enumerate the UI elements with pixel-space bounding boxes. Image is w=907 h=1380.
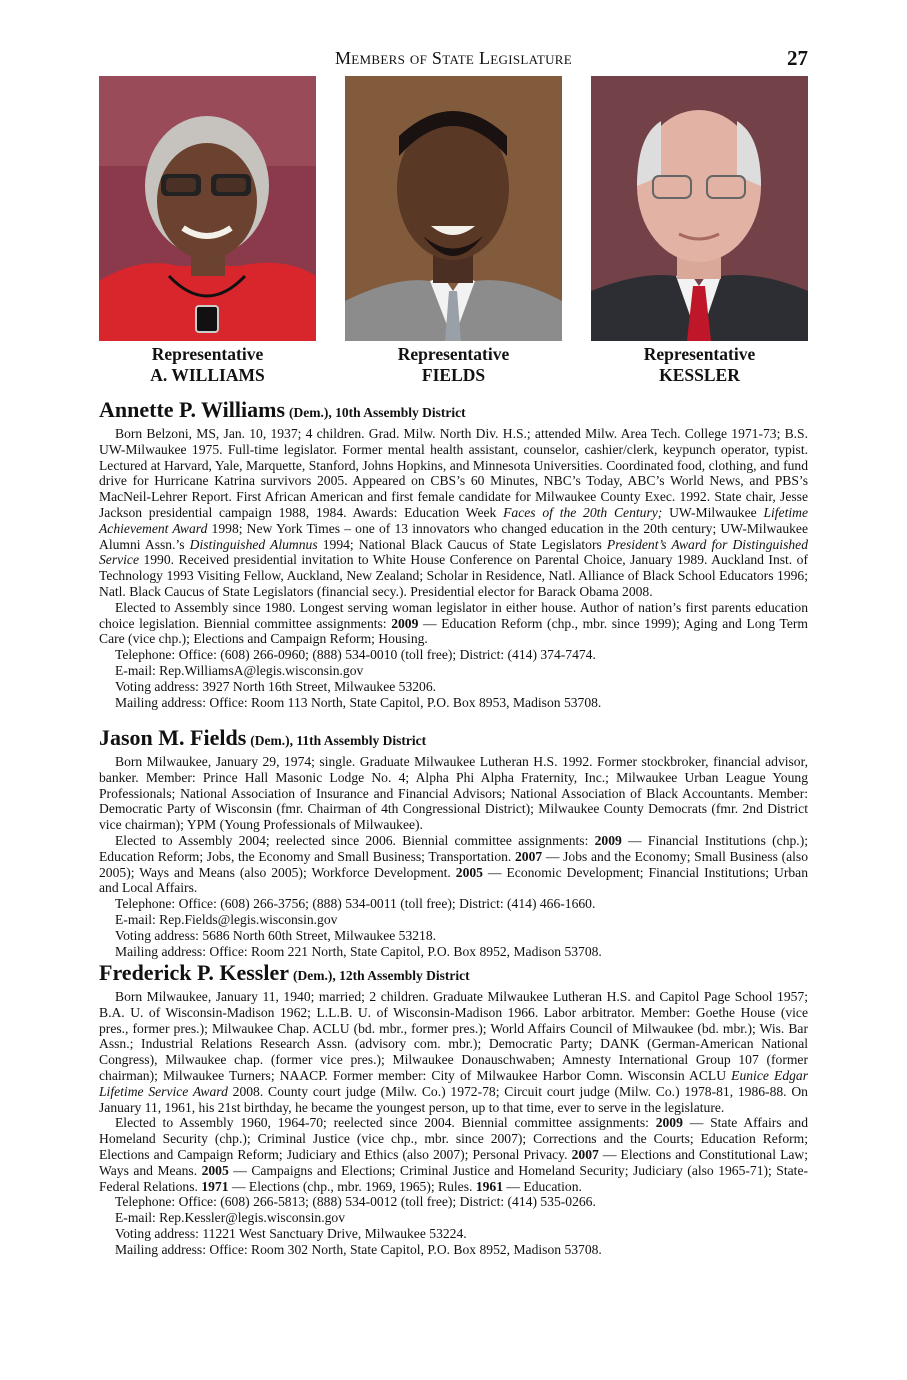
photo-caption-kessler <box>591 344 808 386</box>
running-title: Members of State Legislature <box>335 48 572 68</box>
bio-heading <box>99 397 808 426</box>
photo-caption-fields <box>345 344 562 386</box>
party-district: (Dem.), 10th Assembly District <box>289 405 466 420</box>
caption-title: Representative <box>643 344 756 364</box>
voting-address-line: Voting address: 5686 North 60th Street, Milwaukee 53218. <box>115 927 437 943</box>
bio-kessler <box>99 960 808 1258</box>
bio-heading <box>99 725 808 754</box>
member-name: Jason M. Fields <box>99 725 247 750</box>
bio-paragraph: Born Milwaukee, January 11, 1940; married; 2 children. Graduate Milwaukee Lutheran H.S. and Capitol Page School 1957; B.A. U. of Wisconsin-Madison 1962; L.L.B. U. of Wisconsin-Madison 1966. Labor arbitrator. Member: Goethe House (vice pres., former pres.); Milwaukee Chap. ACLU (bd. mbr., former pres.); World Affairs Council of Milwaukee (bd. mbr.); Wis. Bar Assn.; Industrial Relations Research Assn. (advisory com. mbr.); Democratic Party; DANK (German-American National Congress), Milwaukee chap. (former vice pres.); Milwaukee Donauschwaben; Amnesty International Group 107 (former chairman); Milwaukee Turners; NAACP. Former member: City of Milwaukee Harbor Comn. Wisconsin ACLU Eunice Edgar Lifetime Service Award 2008. County court judge (Milw. Co.) 1972-78; Circuit court judge (Milw. Co.) 1978-81, 1986-88. On January 11, 1961, his 21st birthday, he became the youngest person, up to that time, ever to serve in the legislature. <box>99 989 809 1115</box>
member-name: Frederick P. Kessler <box>99 960 290 985</box>
mailing-address-line: Mailing address: Office: Room 113 North, State Capitol, P.O. Box 8953, Madison 53708. <box>115 694 602 710</box>
bio-fields <box>99 725 808 959</box>
portrait-photo-icon <box>345 76 562 341</box>
page-number: 27 <box>787 46 808 70</box>
assembly-paragraph: Elected to Assembly 1960, 1964-70; reelected since 2004. Biennial committee assignments: 2009 — State Affairs and Homeland Security (chp.); Criminal Justice (vice chp., mbr. since 2007); Corrections and the Courts; Education Reform; Elections and Campaign Reform; Judiciary and Ethics (also 2007); Personal Privacy. 2007 — Elections and Constitutional Law; Ways and Means. 2005 — Campaigns and Elections; Criminal Justice and Homeland Security; Judiciary (also 1965-71); State-Federal Relations. 1971 — Elections (chp., mbr. 1969, 1965); Rules. 1961 — Education. <box>99 1115 809 1194</box>
bio-paragraph: Born Belzoni, MS, Jan. 10, 1937; 4 children. Grad. Milw. North Div. H.S.; attended Milw. Area Tech. College 1971-73; B.S. UW-Milwaukee 1975. Full-time legislator. Former mental health assistant, counselor, cashier/clerk, keypunch operator, typist. Lectured at Harvard, Yale, Marquette, Stanford, Johns Hopkins, and Minnesota Universities. Coordinated food, clothing, and fund drive for Hurricane Katrina survivors 2005. Appeared on CBS’s 60 Minutes, NBC’s Today, ABC’s World News, and PBS’s MacNeil-Lehrer Report. First African American and first female candidate for Milwaukee County Exec. 1992. State chair, Jesse Jackson presidential campaign 1988, 1984. Awards: Education Week Faces of the 20th Century; UW-Milwaukee Lifetime Achievement Award 1998; New York Times – one of 13 innovators who changed education in the 20th century; UW-Milwaukee Alumni Assn.’s Distinguished Alumnus 1994; National Black Caucus of State Legislators President’s Award for Distinguished Service 1990. Received presidential invitation to White House Conference on Parental Choice, January 1989. Auckland Inst. of Technology 1993 Visiting Fellow, Auckland, New Zealand; Scholar in Residence, Natl. Alliance of Black School Educators 1996; Natl. Black Caucus of State Legislators (financial secy.). Presidential elector for Barack Obama 2008. <box>99 426 809 599</box>
mailing-address-line: Mailing address: Office: Room 221 North, State Capitol, P.O. Box 8952, Madison 53708. <box>115 943 602 959</box>
voting-address-line: Voting address: 3927 North 16th Street, Milwaukee 53206. <box>115 678 437 694</box>
assembly-paragraph: Elected to Assembly since 1980. Longest serving woman legislator in either house. Author of nation’s first parents education choice legislation. Biennial committee assignments: 2009 — Education Reform (chp., mbr. since 1999); Aging and Long Term Care (vice chp.); Elections and Campaign Reform; Housing. <box>99 599 808 647</box>
email-line: E-mail: Rep.Fields@legis.wisconsin.gov <box>115 911 338 927</box>
voting-address-line: Voting address: 11221 West Sanctuary Drive, Milwaukee 53224. <box>115 1225 467 1241</box>
party-district: (Dem.), 11th Assembly District <box>250 733 427 748</box>
portrait-photo-icon <box>591 76 808 341</box>
member-name: Annette P. Williams <box>99 397 286 422</box>
caption-title: Representative <box>397 344 510 364</box>
mailing-address-line: Mailing address: Office: Room 302 North, State Capitol, P.O. Box 8952, Madison 53708. <box>115 1241 602 1257</box>
email-line: E-mail: Rep.WilliamsA@legis.wisconsin.gov <box>115 662 364 678</box>
caption-name: FIELDS <box>421 365 486 385</box>
email-line: E-mail: Rep.Kessler@legis.wisconsin.gov <box>115 1210 345 1226</box>
portrait-photo-icon <box>99 76 316 341</box>
caption-name: KESSLER <box>659 365 740 385</box>
portrait-photo-kessler <box>591 76 808 341</box>
photo-caption-williams <box>99 344 316 386</box>
telephone-line: Telephone: Office: (608) 266-0960; (888) 534-0010 (toll free); District: (414) 374-7474. <box>115 647 596 663</box>
bio-heading <box>99 960 808 989</box>
party-district: (Dem.), 12th Assembly District <box>293 968 470 983</box>
running-head <box>99 46 808 70</box>
bio-williams <box>99 397 808 710</box>
caption-name: A. WILLIAMS <box>150 365 265 385</box>
telephone-line: Telephone: Office: (608) 266-3756; (888) 534-0011 (toll free); District: (414) 466-1660. <box>115 896 596 912</box>
portrait-photo-fields <box>345 76 562 341</box>
caption-title: Representative <box>151 344 264 364</box>
portrait-photo-williams <box>99 76 316 341</box>
bio-paragraph: Born Milwaukee, January 29, 1974; single. Graduate Milwaukee Lutheran H.S. 1992. Former stockbroker, financial advisor, banker. Member: Prince Hall Masonic Lodge No. 4; Alpha Phi Alpha Fraternity, Inc.; Milwaukee Urban League Young Professionals; National Association of Insurance and Financial Advisors; National Association of Black Accountants. Member: Democratic Party of Wisconsin (fmr. Chairman of 4th Congressional District); Milwaukee County Democrats (fmr. 2nd District vice chairman); YPM (Young Professionals of Milwaukee). <box>99 754 808 833</box>
assembly-paragraph: Elected to Assembly 2004; reelected since 2006. Biennial committee assignments: 2009 — Financial Institutions (chp.); Education Reform; Jobs, the Economy and Small Business; Transportation. 2007 — Jobs and the Economy; Small Business (also 2005); Ways and Means (also 2005); Workforce Development. 2005 — Economic Development; Financial Institutions; Urban and Local Affairs. <box>99 832 808 896</box>
telephone-line: Telephone: Office: (608) 266-5813; (888) 534-0012 (toll free); District: (414) 535-0266. <box>115 1194 596 1210</box>
